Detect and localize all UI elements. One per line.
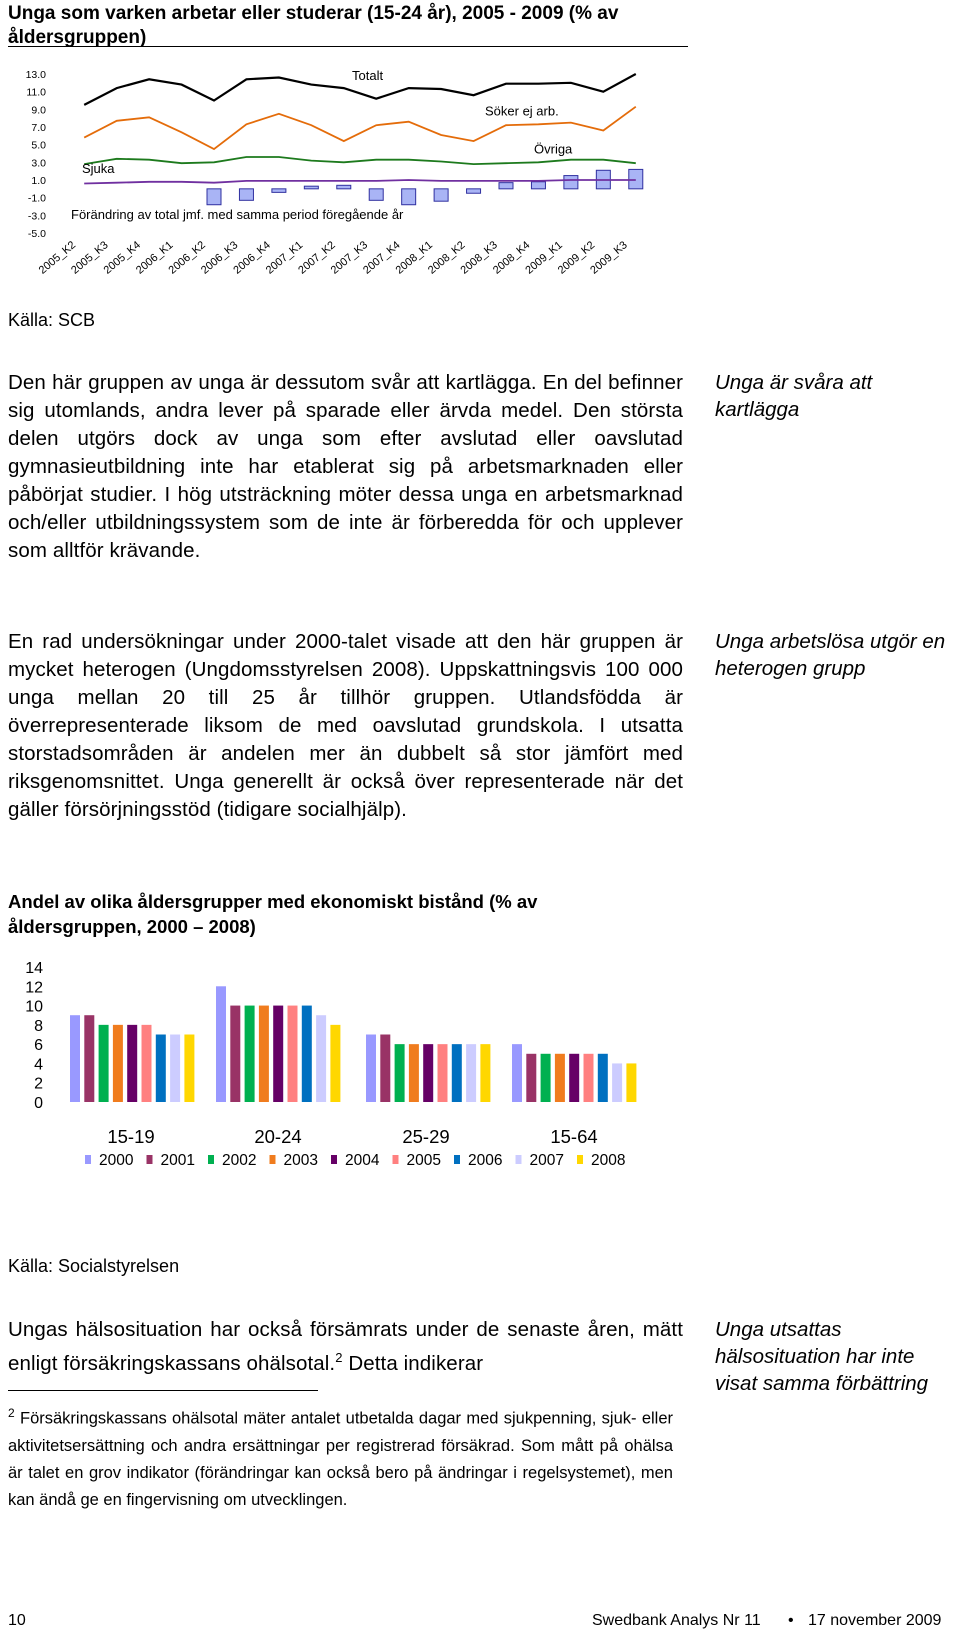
bar <box>330 1025 340 1102</box>
legend-swatch <box>270 1155 276 1164</box>
series-label: Förändring av total jmf. med samma period föregående år <box>71 206 404 222</box>
change-bar <box>337 185 351 189</box>
change-bar <box>304 186 318 189</box>
legend-swatch <box>331 1155 337 1164</box>
change-bar <box>564 176 578 189</box>
bar <box>170 1035 180 1103</box>
bar <box>259 1006 269 1102</box>
chart2-source: Källa: Socialstyrelsen <box>8 1256 180 1276</box>
bar <box>438 1044 448 1102</box>
bar <box>84 1015 94 1102</box>
change-bar <box>402 189 416 205</box>
bar <box>113 1025 123 1102</box>
y-tick-label: 7.0 <box>31 122 46 134</box>
chart2-title: Andel av olika åldersgrupper med ekonomiskt bistånd (% av åldersgruppen, 2000 – 2008) <box>8 891 538 937</box>
legend-label: 2007 <box>529 1152 564 1169</box>
change-bar <box>207 189 221 205</box>
bar <box>466 1044 476 1102</box>
chart1 <box>0 50 700 320</box>
x-tick-label: 2005_K2 <box>36 239 79 277</box>
change-bar <box>239 189 253 200</box>
series-label: Totalt <box>352 68 384 84</box>
series-line <box>84 180 636 184</box>
x-tick-label: 2007_K4 <box>361 239 403 277</box>
bar <box>409 1044 419 1102</box>
bar <box>316 1015 326 1102</box>
legend-swatch <box>577 1155 583 1164</box>
y-tick-label: 10 <box>25 998 43 1016</box>
x-tick-label: 2008_K3 <box>458 239 500 277</box>
y-tick-label: 1.0 <box>31 175 46 187</box>
paragraph-2: En rad undersökningar under 2000-talet visade att den här gruppen är mycket heterogen (Ungdomsstyrelsen 2008). Uppskattningsvis 100 000 unga mellan 20 till 25 år tillhör gruppen. Utlandsfödda är överrepresenterade liksom de med oavslutad grundskola. I utsatta storstadsområden är andelen mer än dubbelt så stor jämfört med riksgenomsnittet. Unga generellt är också över representerade när det gäller försörjningsstöd (tidigare socialhjälp). <box>8 630 683 821</box>
bar <box>584 1054 594 1102</box>
y-tick-label: 4 <box>34 1056 43 1074</box>
legend-label: 2002 <box>222 1152 257 1169</box>
series-label: Sjuka <box>82 160 115 176</box>
bar <box>245 1006 255 1102</box>
margin-note-1: Unga är svåra att kartlägga <box>715 371 873 421</box>
y-tick-label: 9.0 <box>31 104 46 117</box>
y-tick-label: 11.0 <box>26 86 46 99</box>
bar <box>541 1054 551 1102</box>
bar <box>156 1035 166 1103</box>
margin-note-3: Unga utsattas hälsosituation har inte visat samma förbättring <box>715 1318 929 1395</box>
x-tick-label: 2007_K2 <box>296 239 338 277</box>
bar <box>395 1044 405 1102</box>
footnote-divider <box>8 1390 318 1391</box>
legend-label: 2003 <box>283 1152 318 1169</box>
change-bar <box>467 189 481 193</box>
legend-swatch <box>85 1155 91 1164</box>
legend-label: 2005 <box>406 1152 441 1169</box>
x-category-label: 15-64 <box>550 1126 598 1147</box>
paragraph-3-tail: Detta indikerar <box>342 1351 484 1375</box>
legend-label: 2000 <box>99 1152 134 1169</box>
change-bar <box>434 189 448 201</box>
chart2 <box>0 945 700 1225</box>
bar <box>302 1006 312 1102</box>
bar <box>555 1054 565 1102</box>
bar <box>452 1044 462 1102</box>
x-tick-label: 2006_K2 <box>166 239 208 277</box>
x-tick-label: 2007_K1 <box>263 239 306 277</box>
bar <box>142 1025 152 1102</box>
x-tick-label: 2009_K2 <box>555 239 598 277</box>
paragraph-3-text: Ungas hälsosituation har också försämrats under de senaste åren, mätt enligt försäkringskassans ohälsotal. <box>8 1318 683 1375</box>
y-tick-label: -3.0 <box>27 210 46 223</box>
bar <box>70 1015 80 1102</box>
footnote-ref: 2 <box>335 1350 343 1365</box>
x-tick-label: 2008_K1 <box>393 239 436 277</box>
title-divider <box>8 46 688 47</box>
bar <box>127 1025 137 1102</box>
legend-label: 2006 <box>468 1152 503 1169</box>
x-tick-label: 2006_K4 <box>231 239 273 277</box>
paragraph-1: Den här gruppen av unga är dessutom svår att kartlägga. En del befinner sig utomlands, andra lever på sparade eller ärvda medel. Den största delen utgörs dock av unga som efter avslutad eller oavslutad gymnasieutbildning inte har etablerat sig på arbetsmarknaden eller påbörjat studier. I hög utsträckning möter dessa unga en arbetsmarknad och/eller utbildningssystem som de inte är förberedda för och upplever som alltför krävande. <box>8 371 683 562</box>
legend-swatch <box>454 1155 460 1164</box>
series-label: Söker ej arb. <box>485 103 559 119</box>
y-tick-label: 6 <box>34 1037 43 1055</box>
bar <box>598 1054 608 1102</box>
page-number: 10 <box>8 1612 26 1629</box>
y-tick-label: 2 <box>34 1075 43 1093</box>
y-tick-label: 3.0 <box>31 157 46 170</box>
x-tick-label: 2007_K3 <box>328 239 371 277</box>
x-tick-label: 2008_K4 <box>490 239 533 277</box>
x-tick-label: 2005_K4 <box>101 239 144 277</box>
bar <box>288 1006 298 1102</box>
bar <box>99 1025 109 1102</box>
bar <box>526 1054 536 1102</box>
paragraph-3 <box>8 1316 683 1378</box>
legend-swatch <box>208 1155 214 1164</box>
bar <box>423 1044 433 1102</box>
bar <box>366 1035 376 1103</box>
legend-swatch <box>516 1155 522 1164</box>
y-tick-label: 12 <box>25 979 43 997</box>
x-tick-label: 2008_K2 <box>426 239 468 277</box>
change-bar <box>272 189 286 193</box>
footer-date: 17 november 2009 <box>808 1612 942 1629</box>
chart1-source: Källa: SCB <box>8 310 96 330</box>
y-tick-label: 8 <box>34 1017 43 1035</box>
bar <box>626 1063 636 1102</box>
legend-swatch <box>147 1155 153 1164</box>
bar <box>273 1006 283 1102</box>
footnote-number: 2 <box>8 1406 15 1420</box>
margin-note-2: Unga arbetslösa utgör en heterogen grupp <box>715 630 946 680</box>
x-tick-label: 2006_K1 <box>134 239 176 277</box>
y-tick-label: 0 <box>34 1095 43 1112</box>
bar <box>184 1035 194 1103</box>
change-bar <box>531 182 545 189</box>
change-bar <box>499 183 513 189</box>
legend-label: 2008 <box>591 1152 626 1169</box>
x-tick-label: 2005_K3 <box>69 239 111 277</box>
bar <box>380 1035 390 1103</box>
legend-label: 2001 <box>160 1152 195 1169</box>
x-tick-label: 2006_K3 <box>198 239 241 277</box>
legend-label: 2004 <box>345 1152 380 1169</box>
bar <box>569 1054 579 1102</box>
footer-publication: Swedbank Analys Nr 11 <box>592 1612 761 1629</box>
bar <box>512 1044 522 1102</box>
y-tick-label: 13.0 <box>25 69 46 81</box>
bar <box>230 1006 240 1102</box>
bar <box>612 1063 622 1102</box>
bar <box>480 1044 490 1102</box>
footnote-text: Försäkringskassans ohälsotal mäter antalet utbetalda dagar med sjukpenning, sjuk- eller aktivitetsersättning och andra ersättningar per registrerad försäkrad. Som mått på ohälsa är talet en grov indikator (förändringar kan också bero på ändringar i regelsystemet), men kan ändå ge en fingervisning om utvecklingen. <box>8 1409 673 1509</box>
bar <box>216 986 226 1102</box>
x-tick-label: 2009_K3 <box>588 239 630 277</box>
x-category-label: 25-29 <box>402 1126 450 1147</box>
y-tick-label: -5.0 <box>27 228 46 240</box>
chart1-title: Unga som varken arbetar eller studerar (15-24 år), 2005 - 2009 (% av åldersgruppen) <box>8 3 619 48</box>
x-tick-label: 2009_K1 <box>523 239 565 277</box>
legend-swatch <box>393 1155 399 1164</box>
footer-bullet: • <box>788 1612 794 1629</box>
footnote <box>8 1400 673 1514</box>
y-tick-label: -1.0 <box>27 192 46 205</box>
x-category-label: 20-24 <box>254 1126 302 1147</box>
series-line <box>84 157 636 164</box>
y-tick-label: 14 <box>25 960 43 977</box>
change-bar <box>369 189 383 200</box>
y-tick-label: 5.0 <box>31 139 46 152</box>
series-label: Övriga <box>534 141 573 157</box>
x-category-label: 15-19 <box>107 1126 155 1147</box>
